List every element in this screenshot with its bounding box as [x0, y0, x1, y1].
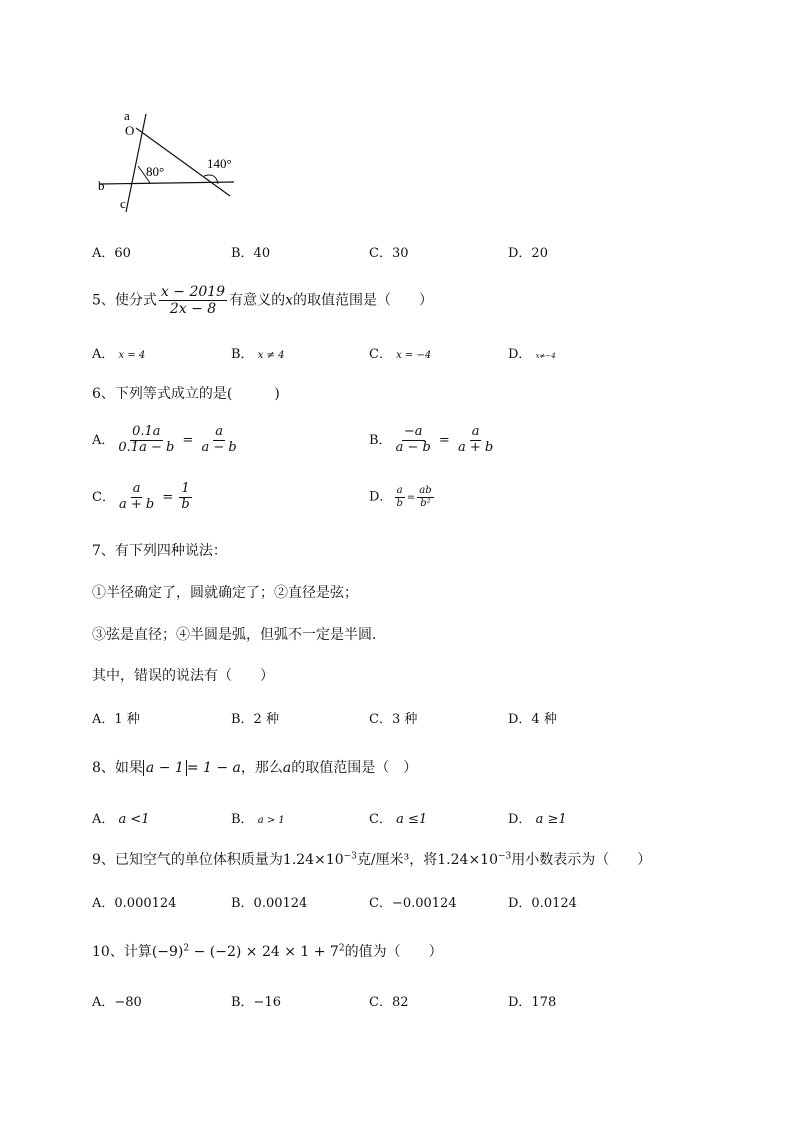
q8-option-d[interactable]: D． a ≥1: [508, 812, 567, 827]
label-c: c: [120, 196, 126, 211]
q9-option-c[interactable]: C．−0.00124: [369, 896, 457, 911]
q7-option-d[interactable]: D．4 种: [508, 712, 557, 727]
q9-option-d[interactable]: D．0.0124: [508, 896, 577, 911]
q6-option-a[interactable]: A． $\frac{0.1a}{0.1a - b}$ = $\frac{a}{a - b}$: [92, 424, 237, 455]
q4-option-d[interactable]: D．20: [508, 246, 548, 261]
q5-option-b[interactable]: B． x ≠ 4: [231, 347, 285, 362]
q8-option-c[interactable]: C． a ≤1: [369, 812, 428, 827]
q10-option-c[interactable]: C．82: [369, 995, 409, 1010]
q4-option-c[interactable]: C．30: [369, 246, 409, 261]
q9-stem: 9、已知空气的单位体积质量为$1.24\times 10^{-3}$克/厘米³，将$1.24\times 10^{-3}$用小数表示为（ ）: [92, 851, 652, 868]
q7-option-a[interactable]: A．1 种: [92, 712, 140, 727]
q5-fraction: $\frac{x - 2019}{2x - 8}$: [160, 284, 226, 318]
q6-stem: 6、下列等式成立的是( ): [92, 386, 280, 402]
q6-option-d[interactable]: D． $\frac{a}{b}$ = $\frac{ab}{\text{b²}}$: [369, 485, 432, 509]
q8-stem: 8、如果 a − 1 = 1 − a，那么a的取值范围是（ ）: [92, 760, 418, 776]
q7-question: 其中，错误的说法有（ ）: [92, 668, 274, 684]
q10-option-d[interactable]: D．178: [508, 995, 557, 1010]
q7-statement-1: ①半径确定了，圆就确定了；②直径是弦；: [92, 585, 358, 601]
label-a: a: [124, 108, 130, 123]
q9-options: [92, 892, 732, 916]
q10-option-b[interactable]: B．−16: [231, 995, 281, 1010]
q10-options: [92, 991, 732, 1015]
label-b: b: [98, 178, 105, 193]
q8-option-b[interactable]: B． a > 1: [231, 812, 285, 827]
q6-option-c[interactable]: C． $\frac{a}{a + b}$ = $\frac{1}{b}$: [92, 481, 190, 512]
q10-option-a[interactable]: A．−80: [92, 995, 142, 1010]
q6-option-b[interactable]: B． $\frac{-a}{a - b}$ = $\frac{a}{a + b}$: [369, 424, 494, 455]
q7-statement-2: ③弦是直径；④半圆是弧，但弧不一定是半圆．: [92, 627, 386, 643]
angle-figure: [92, 108, 252, 213]
q5-option-c[interactable]: C． x = −4: [369, 347, 432, 362]
q4-options: [92, 242, 732, 266]
q4-option-b[interactable]: B．40: [231, 246, 271, 261]
q10-stem: 10、计算$(-9)^2 - (-2) \times 24 \times 1 + 7^2$的值为（ ）: [92, 943, 443, 960]
q7-options: [92, 708, 732, 732]
q7-option-c[interactable]: C．3 种: [369, 712, 418, 727]
angle-140-label: 140°: [207, 156, 232, 171]
q5-options: [92, 343, 732, 367]
q9-option-a[interactable]: A．0.000124: [92, 896, 177, 911]
q5-option-a[interactable]: A． x = 4: [92, 347, 146, 362]
q5-stem: 5、使分式 $\frac{x - 2019}{2x - 8}$ 有意义的x的取值范围是（ ）: [92, 284, 433, 318]
q5-option-d[interactable]: D． x≠−4: [508, 347, 556, 362]
label-o: O: [125, 123, 135, 138]
angle-80-label: 80°: [146, 164, 165, 179]
q7-stem: 7、有下列四种说法：: [92, 543, 227, 559]
q8-absolute-value: a − 1: [143, 760, 187, 776]
q8-options: [92, 808, 732, 832]
q4-option-a[interactable]: A．60: [92, 246, 131, 261]
q8-option-a[interactable]: A． a <1: [92, 812, 150, 827]
q7-option-b[interactable]: B．2 种: [231, 712, 279, 727]
q9-option-b[interactable]: B．0.00124: [231, 896, 308, 911]
